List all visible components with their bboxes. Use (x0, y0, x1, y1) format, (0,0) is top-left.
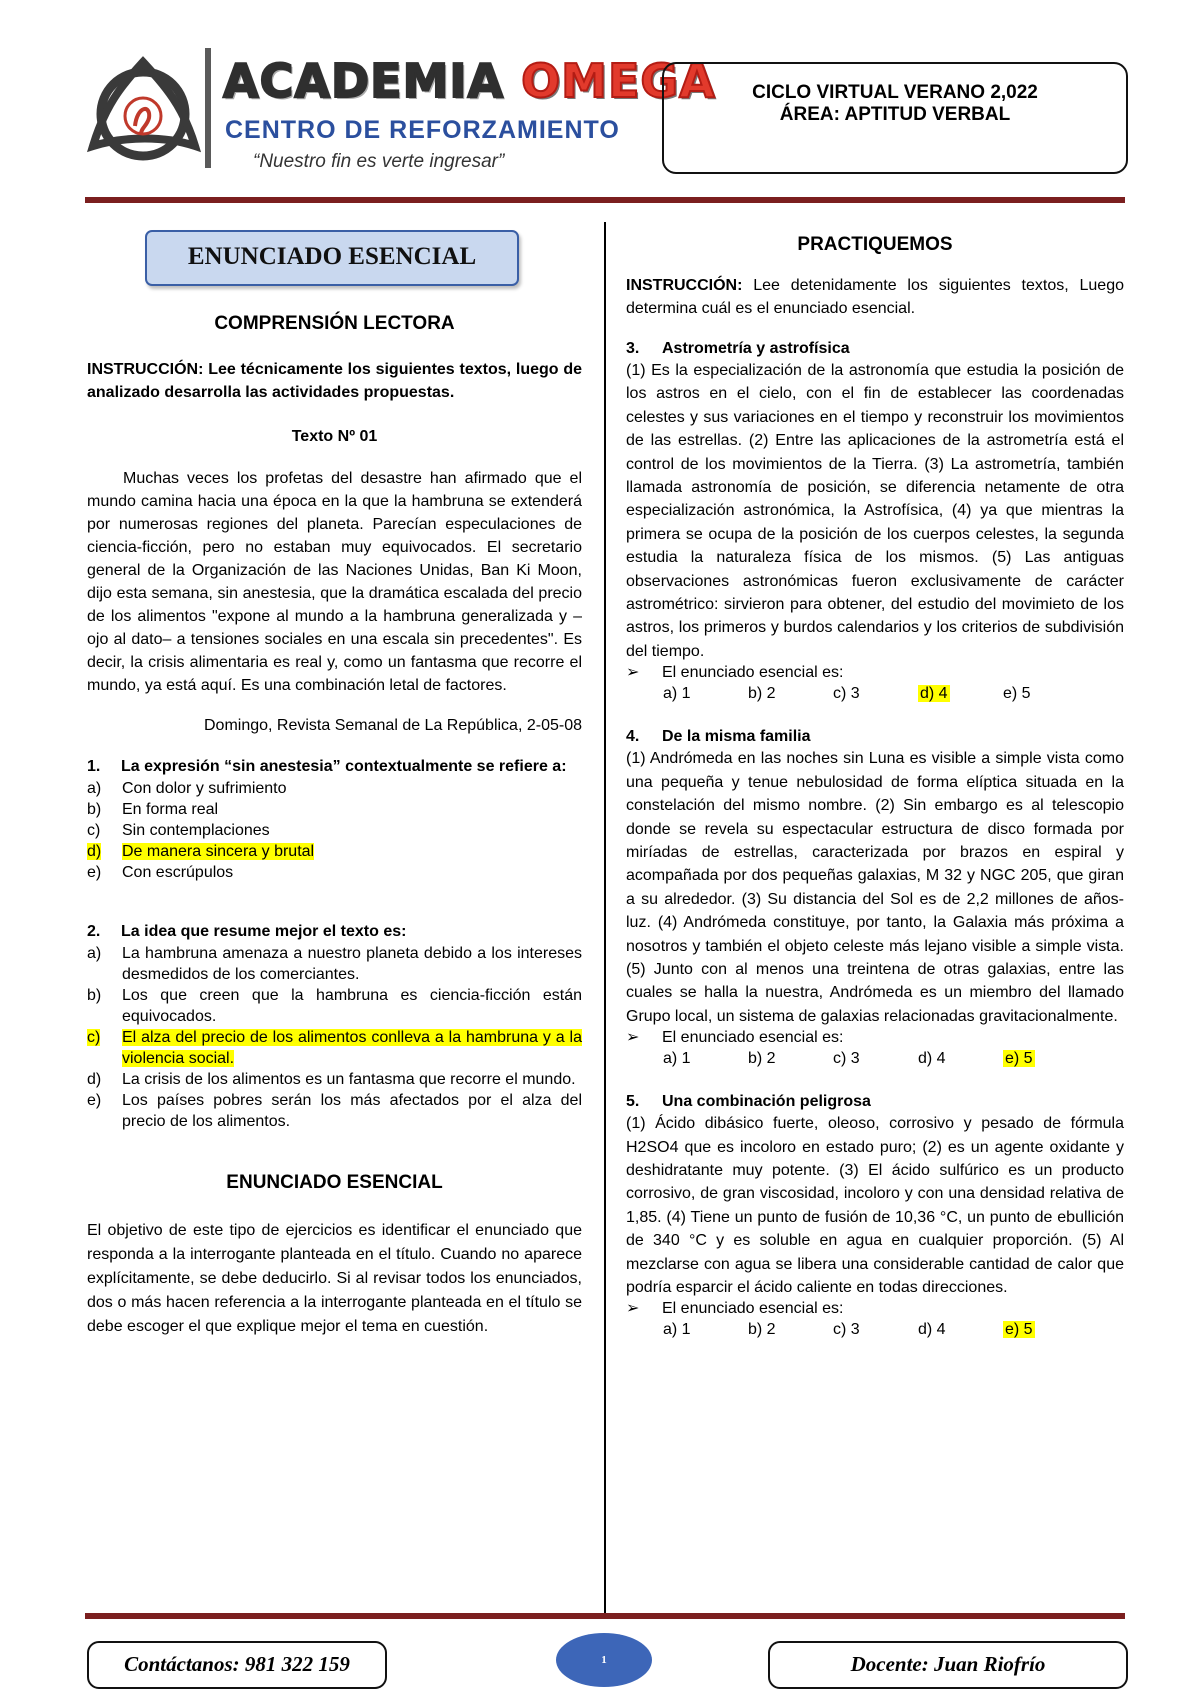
answer-option: d) La crisis de los alimentos es un fantasma que recorre el mundo. (87, 1071, 576, 1088)
question-1 (87, 756, 582, 883)
answer-option: b) En forma real (87, 801, 219, 818)
exercise-text: (1) Es la especialización de la astronomía que estudia la posición de los astros en el cielo, con el fin de establecer las coordenadas celestes y sus variaciones en el tiempo y reconstruir los movimientos de las estrellas. (2) Entre las aplicaciones de la astrometría está el control de los movimientos de la Tierra. (3) La astrometría, también llamada astronomía de posición, se diferencia netamente de otra especialización astronómica, la Astrofísica, (4) ya que mientras la primera se ocupa de la posición de los cuerpos celestes, la segunda estudia la naturaleza física de los mismos. (5) Las antiguas observaciones astronómicas fueron exclusivamente de carácter astrométrico: sirvieron para obtener, del estudio del movimieto de los astros, los primeros y burdos calendarios y los criterios de subdivisión del tiempo. (626, 362, 1124, 660)
arrow-bullet-icon: ➢ (626, 1029, 640, 1047)
answer-prompt: ➢ El enunciado esencial es: (626, 664, 844, 682)
left-instruction: INSTRUCCIÓN: Lee técnicamente los siguientes textos, luego de analizado desarrolla las actividades propuestas. (87, 361, 582, 401)
academy-logo (85, 48, 716, 178)
arrow-bullet-icon: ➢ (626, 1300, 640, 1318)
exercise-4 (626, 727, 1124, 1070)
text-source: Domingo, Revista Semanal de La República, 2-05-08 (204, 717, 582, 734)
question-number: 2. (87, 923, 101, 940)
answer-option-highlighted: e) 5 (1005, 1050, 1033, 1068)
answer-option: c) 3 (833, 1050, 860, 1068)
exercise-number: 3. (626, 340, 640, 357)
exercise-title: Astrometría y astrofísica (662, 340, 850, 357)
question-text: La expresión “sin anestesia” contextualmente se refiere a: (121, 758, 567, 775)
right-column (626, 230, 1124, 1341)
exercise-title: De la misma familia (662, 728, 811, 746)
answer-option: b) 2 (748, 1321, 776, 1339)
exercise-text: (1) Andrómeda en las noches sin Luna es visible a simple vista como una pequeña y tenue nebulosidad de forma elíptica situada en la constelación del mismo nombre. (2) Sin embargo es al telescopio donde se revela su espectacular estructura de disco formada por miríadas de estrellas, caracterizada por brazos en espiral y acompañada por dos pequeñas galaxias, M 32 y NGC 205, que giran a su alrededor. (3) Su distancia del Sol es de 2,2 millones de años-luz. (4) Andrómeda constituye, por tanto, la Galaxia más próxima a nosotros y también el objeto celeste más lejano visible a simple vista. (5) Junto con al menos una treintena de otras galaxias, entre las cuales se halla la nuestra, Andrómeda es un miembro del llamado Grupo local, un sistema de galaxias relacionadas gravitacionalmente. (626, 750, 1124, 1025)
answer-option: b) 2 (748, 685, 776, 703)
contact-text: Contáctanos: 981 322 159 (124, 1652, 350, 1676)
answer-option: a) 1 (663, 1050, 691, 1068)
answer-option-highlighted: e) 5 (1005, 1321, 1033, 1339)
question-number: 1. (87, 758, 101, 775)
brand-slogan: “Nuestro fin es verte ingresar” (253, 151, 505, 172)
teacher-box (768, 1641, 1128, 1689)
answer-option: a) La hambruna amenaza a nuestro planeta debido a los intereses desmedidos de los comerciantes. (87, 945, 582, 983)
right-instruction: INSTRUCCIÓN: Lee detenidamente los siguientes textos, Luego determina cuál es el enunciado esencial. (626, 277, 1124, 317)
essential-statement-paragraph: El objetivo de este tipo de ejercicios es identificar el enunciado que responda a la interrogante planteada en el título. Cuando no aparece explícitamente, se debe deducirlo. Si al revisar todos los enunciados, dos o más hacen referencia a la interrogante planteada en el título se debe escoger el que explique mejor el tema en cuestión. (87, 1222, 582, 1335)
answer-option: d) 4 (918, 1050, 946, 1068)
reading-paragraph: Muchas veces los profetas del desastre han afirmado que el mundo camina hacia una época en la que la hambruna se extenderá por numerosas regiones del planeta. Parecían especulaciones de ciencia-ficción, pero no estaban muy equivocados. El secretario general de la Organización de las Naciones Unidas, Ban Ki Moon, dijo esta semana, sin anestesia, que la dramática escalada del precio de los alimentos "expone al mundo a la hambruna generalizada y –ojo al dato– a tensiones sociales en una escala sin precedentes". Es decir, la crisis alimentaria es real y, como un fantasma que recorre el mundo, ya está aquí. Es una combinación letal de factores. (87, 470, 582, 694)
answer-options (626, 683, 1124, 705)
answer-option: e) Con escrúpulos (87, 864, 234, 881)
arrow-bullet-icon: ➢ (626, 664, 640, 682)
section-title: ENUNCIADO ESENCIAL (187, 243, 477, 270)
exercise-5 (626, 1092, 1124, 1341)
exercise-number: 4. (626, 728, 640, 746)
answer-option-highlighted: d) De manera sincera y brutal (87, 843, 315, 860)
brand-subtitle: CENTRO DE REFORZAMIENTO (225, 116, 620, 144)
logo-divider (205, 48, 211, 168)
question-2 (87, 921, 582, 1132)
text-title: Texto Nº 01 (291, 428, 378, 445)
cycle-title: CICLO VIRTUAL VERANO 2,022 (752, 82, 1038, 103)
left-column (87, 230, 582, 1339)
area-title: ÁREA: APTITUD VERBAL (779, 104, 1011, 125)
answer-option: c) 3 (833, 685, 860, 703)
header-rule (85, 197, 1125, 203)
answer-prompt: ➢ El enunciado esencial es: (626, 1300, 844, 1318)
answer-option: d) 4 (918, 1321, 946, 1339)
answer-prompt: ➢ El enunciado esencial es: (626, 1029, 844, 1047)
page-number: 1 (556, 1633, 652, 1687)
column-divider (604, 222, 606, 1615)
answer-option: c) Sin contemplaciones (87, 822, 270, 839)
reading-comprehension-heading: COMPRENSIÓN LECTORA (214, 313, 455, 334)
section-title-box (145, 230, 519, 286)
exercise-text: (1) Ácido dibásico fuerte, oleoso, corrosivo y pesado de fórmula H2SO4 que es incoloro en estado puro; (2) es un agente oxidante y deshidratante muy potente. (3) El ácido sulfúrico es un producto corrosivo, de gran viscosidad, incoloro y con una densidad relativa de 1,85. (4) Tiene un punto de fusión de 10,36 °C, un punto de ebullición de 340 °C y es soluble en agua en cualquier proporción. (5) Al mezclarse con agua se libera una considerable cantidad de calor que podría esparcir el ácido caliente en todas direcciones. (626, 1115, 1124, 1296)
answer-option: a) 1 (663, 685, 691, 703)
answer-option: e) Los países pobres serán los más afectados por el alza del precio de los alimentos. (87, 1092, 582, 1130)
teacher-text: Docente: Juan Riofrío (850, 1652, 1046, 1676)
contact-box (87, 1641, 387, 1689)
answer-option: c) 3 (833, 1321, 860, 1339)
exercise-number: 5. (626, 1093, 640, 1111)
answer-option: a) 1 (663, 1321, 691, 1339)
cycle-info-box (662, 62, 1128, 174)
answer-options (626, 1319, 1124, 1341)
answer-option: b) Los que creen que la hambruna es ciencia-ficción están equivocados. (87, 987, 582, 1025)
answer-option: b) 2 (748, 1050, 776, 1068)
question-text: La idea que resume mejor el texto es: (121, 923, 407, 940)
practice-heading: PRACTIQUEMOS (797, 234, 953, 255)
omega-emblem-icon (85, 56, 205, 166)
brand-name: ACADEMIA OMEGA (223, 54, 716, 108)
exercise-3 (626, 339, 1124, 705)
answer-option: e) 5 (1003, 685, 1031, 703)
answer-options (626, 1048, 1124, 1070)
footer-rule (85, 1613, 1125, 1619)
essential-statement-heading: ENUNCIADO ESENCIAL (226, 1172, 443, 1193)
answer-option-highlighted: d) 4 (920, 685, 948, 703)
answer-option: a) Con dolor y sufrimiento (87, 780, 287, 797)
answer-option-highlighted: c) El alza del precio de los alimentos conlleva a la hambruna y a la violencia social. (87, 1029, 582, 1067)
exercise-title: Una combinación peligrosa (662, 1093, 871, 1111)
